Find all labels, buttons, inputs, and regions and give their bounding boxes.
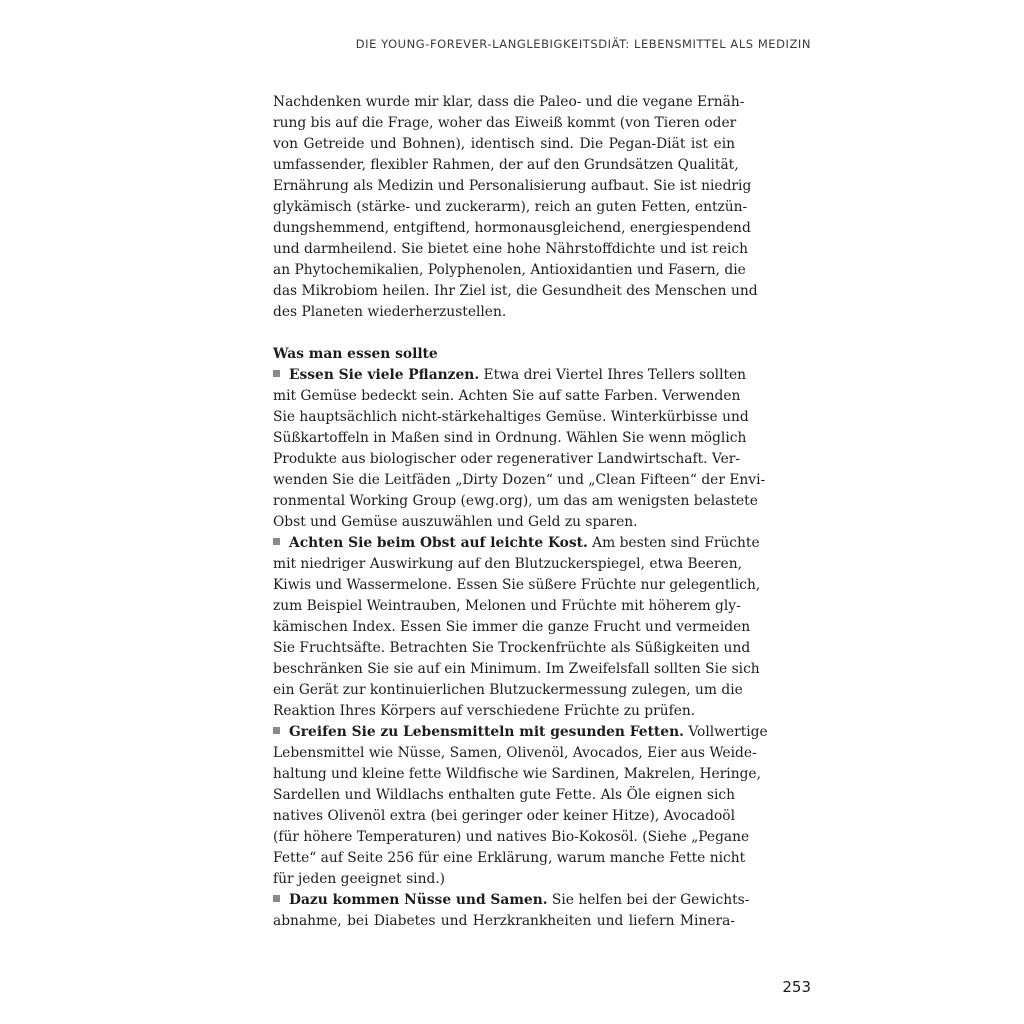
text-line: für jeden geeignet sind.)	[273, 871, 446, 887]
text-line: abnahme, bei Diabetes und Herzkrankheiten und liefern Minera-	[273, 913, 735, 929]
paragraph-gap	[273, 323, 735, 344]
text-line: Sie Fruchtsäfte. Betrachten Sie Trockenfrüchte als Süßigkeiten und	[273, 640, 751, 656]
text-line: an Phytochemikalien, Polyphenolen, Antioxidantien und Fasern, die	[273, 262, 746, 278]
bullet-first-line	[273, 533, 760, 554]
text-line: ein Gerät zur kontinuierlichen Blutzuckermessung zulegen, um die	[273, 682, 743, 698]
bullet-item-nuts-seeds	[273, 890, 750, 932]
text-line: Lebensmittel wie Nüsse, Samen, Olivenöl, Avocados, Eier aus Weide-	[273, 745, 757, 761]
text-line: dungshemmend, entgiftend, hormonausgleichend, energiespendend	[273, 220, 751, 236]
text-line: Kiwis und Wassermelone. Essen Sie süßere Früchte nur gelegentlich,	[273, 577, 761, 593]
bullet-text: Sie helfen bei der Gewichts-	[547, 892, 750, 908]
bullet-first-line	[273, 890, 750, 911]
text-line: Produkte aus biologischer oder regenerativer Landwirtschaft. Ver-	[273, 451, 741, 467]
text-line: Nachdenken wurde mir klar, dass die Paleo- und die vegane Ernäh-	[273, 94, 745, 110]
text-line: mit Gemüse bedeckt sein. Achten Sie auf satte Farben. Verwenden	[273, 388, 741, 404]
text-line: natives Olivenöl extra (bei geringer oder keiner Hitze), Avocadoöl	[273, 808, 735, 824]
text-line: Obst und Gemüse auszuwählen und Geld zu sparen.	[273, 514, 638, 530]
page-number: 253	[782, 978, 811, 996]
bullet-lead: Greifen Sie zu Lebensmitteln mit gesunden Fetten.	[289, 724, 684, 740]
bullet-lead: Essen Sie viele Pflanzen.	[289, 367, 480, 383]
text-line: des Planeten wiederherzustellen.	[273, 304, 507, 320]
bullet-lead: Achten Sie beim Obst auf leichte Kost.	[289, 535, 588, 551]
bullet-text: Etwa drei Viertel Ihres Tellers sollten	[479, 367, 747, 383]
bullet-item-plants	[273, 365, 766, 533]
text-line: Reaktion Ihres Körpers auf verschiedene Früchte zu prüfen.	[273, 703, 696, 719]
text-line: Sie hauptsächlich nicht-stärkehaltiges Gemüse. Winterkürbisse und	[273, 409, 749, 425]
bullet-first-line	[273, 722, 768, 743]
text-line: und darmheilend. Sie bietet eine hohe Nährstoffdichte und ist reich	[273, 241, 749, 257]
text-line: umfassender, flexibler Rahmen, der auf den Grundsätzen Qualität,	[273, 157, 739, 173]
bullet-text: Am besten sind Früchte	[587, 535, 760, 551]
text-line: beschränken Sie sie auf ein Minimum. Im Zweifelsfall sollten Sie sich	[273, 661, 760, 677]
text-line: Süßkartoffeln in Maßen sind in Ordnung. Wählen Sie wenn möglich	[273, 430, 747, 446]
square-bullet-icon	[273, 895, 280, 902]
square-bullet-icon	[273, 727, 280, 734]
text-line: wenden Sie die Leitfäden „Dirty Dozen“ und „Clean Fifteen“ der Envi-	[273, 472, 766, 488]
text-line: Fette“ auf Seite 256 für eine Erklärung, warum manche Fette nicht	[273, 850, 746, 866]
text-line: (für höhere Temperaturen) und natives Bio-Kokosöl. (Siehe „Pegane	[273, 829, 750, 845]
bullet-lead: Dazu kommen Nüsse und Samen.	[289, 892, 548, 908]
text-line: haltung und kleine fette Wildfische wie Sardinen, Makrelen, Heringe,	[273, 766, 761, 782]
text-line: mit niedriger Auswirkung auf den Blutzuckerspiegel, etwa Beeren,	[273, 556, 742, 572]
bullet-item-fruit	[273, 533, 761, 722]
bullet-text: Vollwertige	[683, 724, 768, 740]
running-head: DIE YOUNG-FOREVER-LANGLEBIGKEITSDIÄT: LEBENSMITTEL ALS MEDIZIN	[355, 37, 811, 51]
text-line: das Mikrobiom heilen. Ihr Ziel ist, die Gesundheit des Menschen und	[273, 283, 758, 299]
text-line: kämischen Index. Essen Sie immer die ganze Frucht und vermeiden	[273, 619, 751, 635]
text-line: ronmental Working Group (ewg.org), um das am wenigsten belastete	[273, 493, 758, 509]
bullet-first-line	[273, 365, 747, 386]
intro-paragraph	[273, 92, 758, 323]
body-text	[273, 92, 768, 932]
text-line: Ernährung als Medizin und Personalisierung aufbaut. Sie ist niedrig	[273, 178, 752, 194]
bullet-item-healthy-fats	[273, 722, 768, 890]
text-line: von Getreide und Bohnen), identisch sind. Die Pegan-Diät ist ein	[273, 136, 735, 152]
text-line: glykämisch (stärke- und zuckerarm), reich an guten Fetten, entzün-	[273, 199, 748, 215]
text-line: rung bis auf die Frage, woher das Eiweiß kommt (von Tieren oder	[273, 115, 737, 131]
text-line: zum Beispiel Weintrauben, Melonen und Früchte mit höherem gly-	[273, 598, 741, 614]
section-heading: Was man essen sollte	[273, 346, 438, 362]
square-bullet-icon	[273, 370, 280, 377]
square-bullet-icon	[273, 538, 280, 545]
text-line: Sardellen und Wildlachs enthalten gute Fette. Als Öle eignen sich	[273, 787, 735, 803]
